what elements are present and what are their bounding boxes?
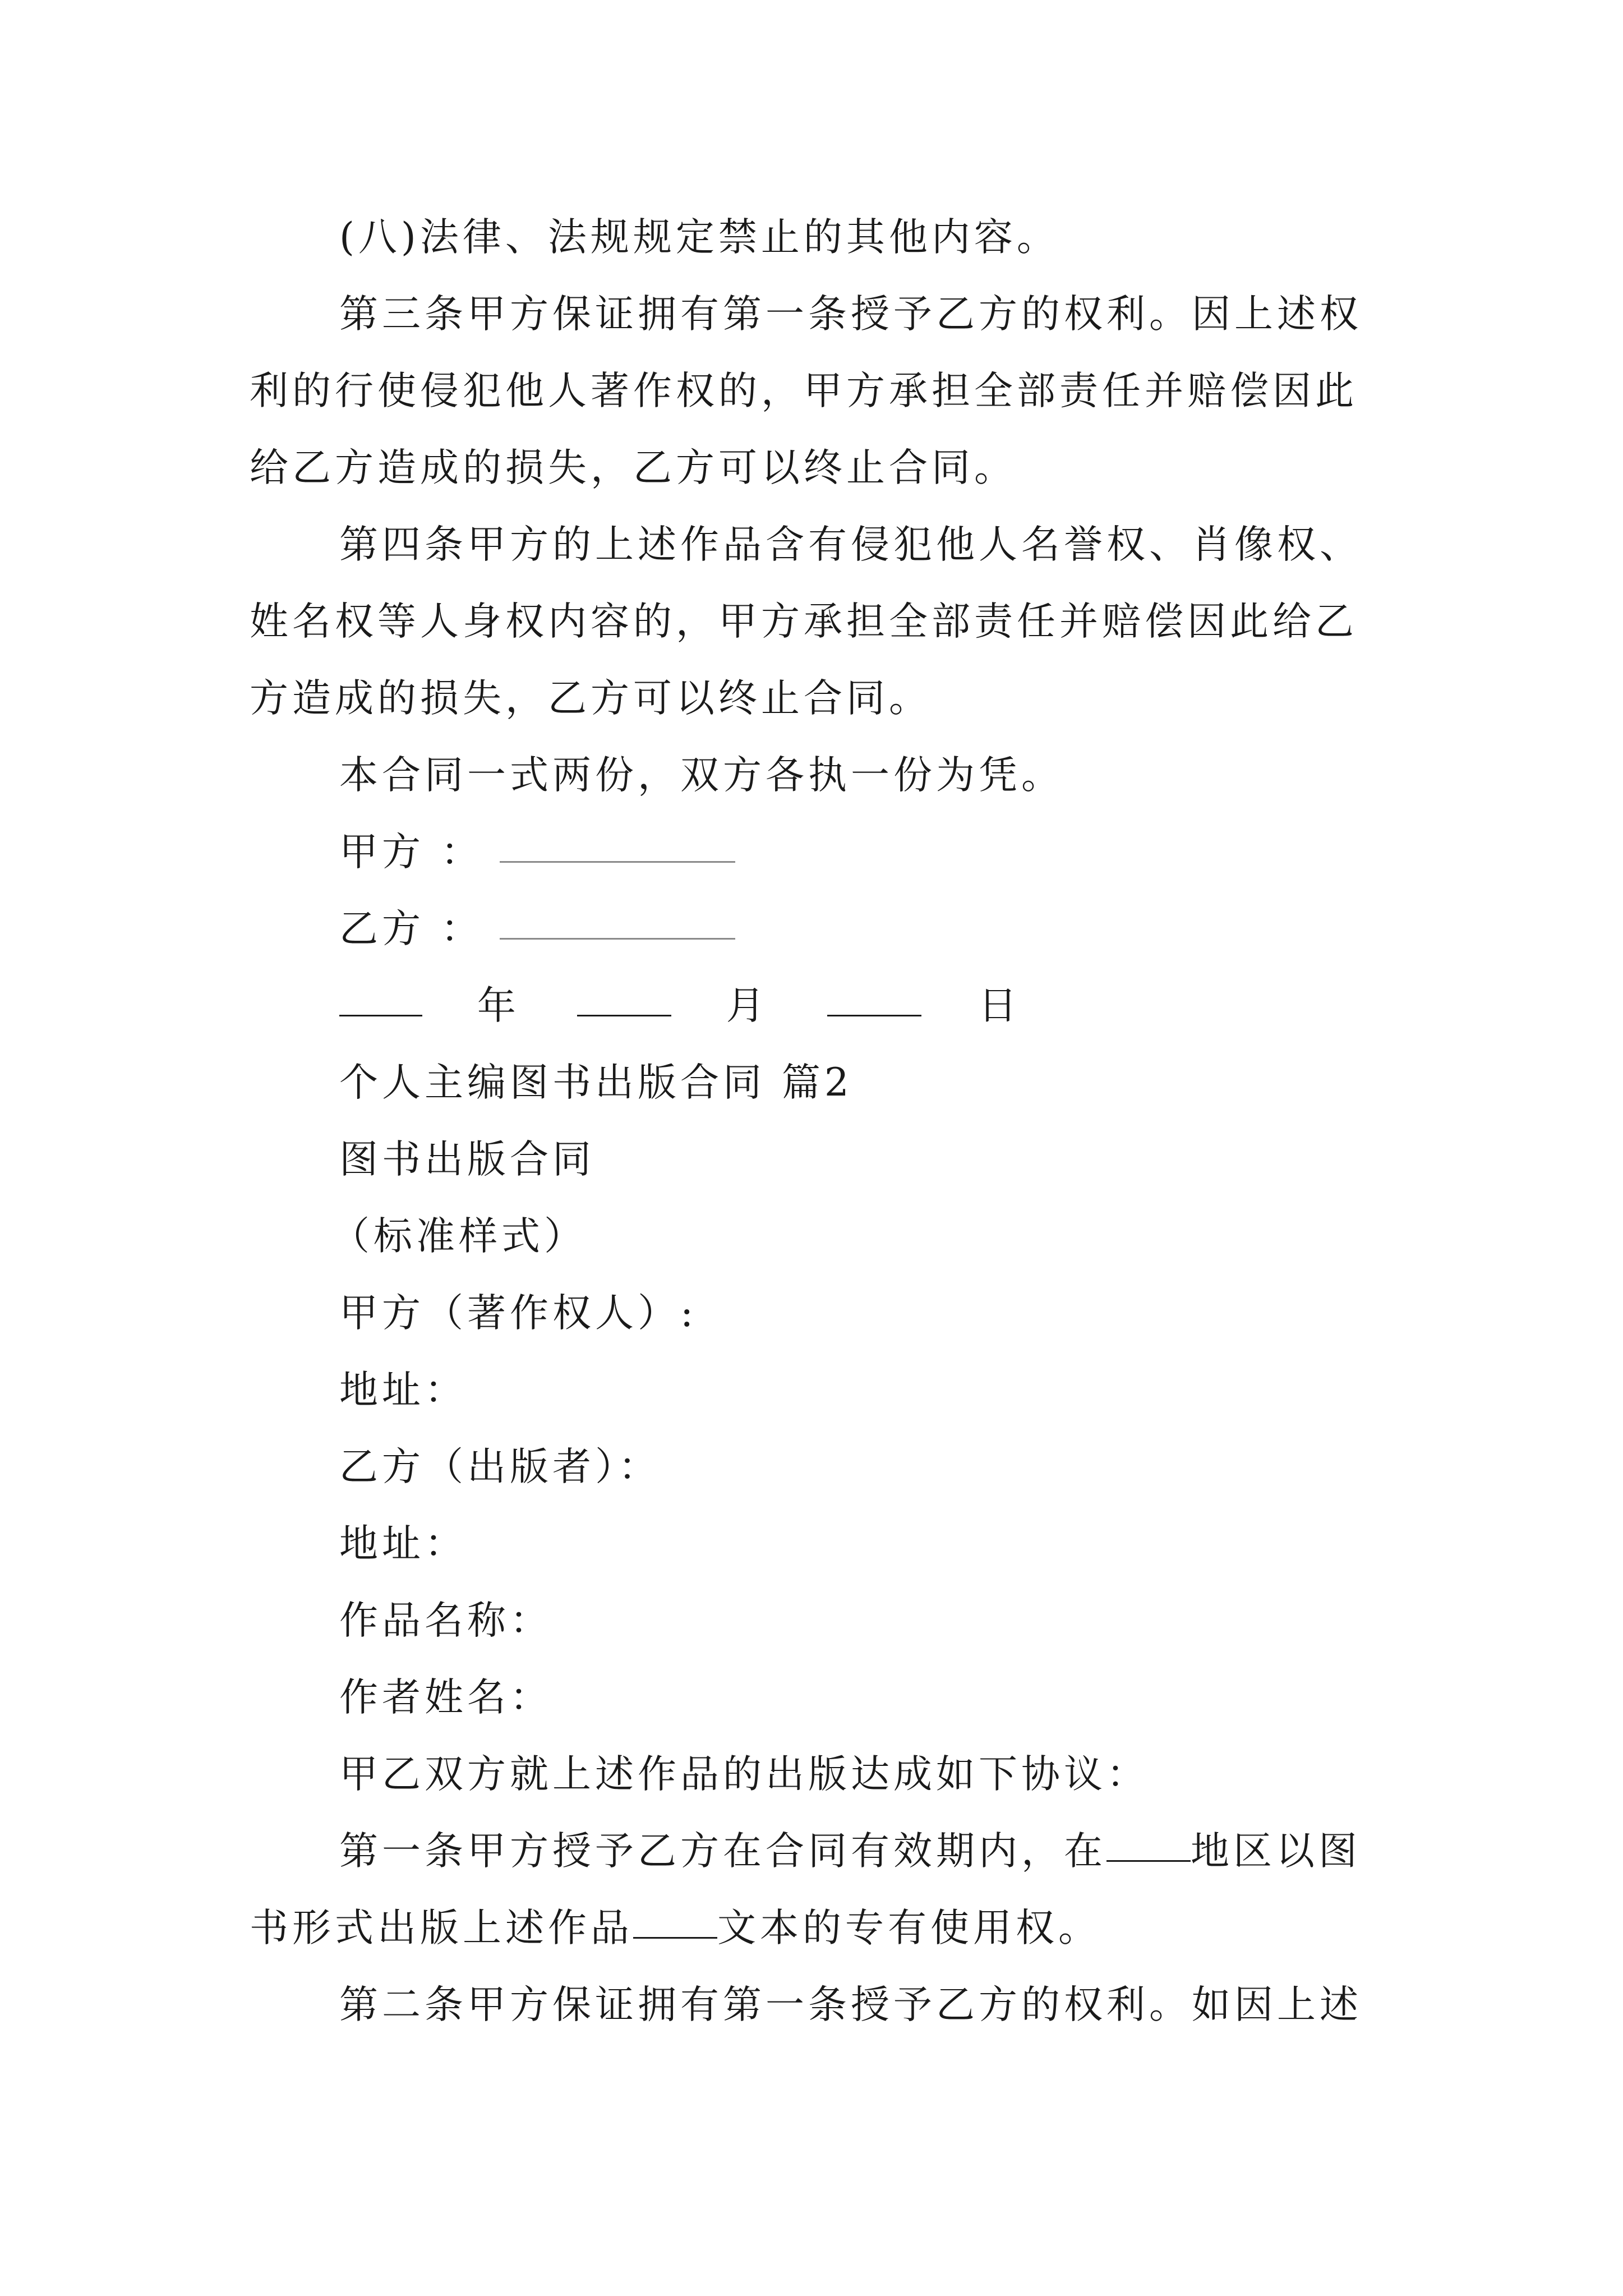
day-blank xyxy=(827,1014,921,1016)
section-2-heading: 个人主编图书出版合同 篇2 xyxy=(339,1060,853,1105)
article-4-line-2: 姓名权等人身权内容的，甲方承担全部责任并赔偿因此给乙 xyxy=(250,599,1358,644)
agreement-intro: 甲乙双方就上述作品的出版达成如下协议： xyxy=(339,1752,1149,1797)
article-4-line-3: 方造成的损失，乙方可以终止合同。 xyxy=(250,676,932,721)
text-version-blank xyxy=(633,1936,717,1939)
party-a-copyright-holder: 甲方（著作权人）: xyxy=(339,1291,698,1336)
article-3-line-2: 利的行使侵犯他人著作权的，甲方承担全部责任并赔偿因此 xyxy=(250,369,1358,413)
party-a-signature-row xyxy=(339,827,735,877)
article-1-line-2-text-a: 书形式出版上述作品 xyxy=(250,1906,633,1950)
party-a-address: 地址： xyxy=(339,1368,467,1412)
clause-8-prohibited: (八)法律、法规规定禁止的其他内容。 xyxy=(339,215,1059,260)
party-b-signature-row xyxy=(339,904,735,954)
party-b-address: 地址： xyxy=(339,1521,467,1566)
year-blank xyxy=(339,1014,422,1016)
contract-title: 图书出版合同 xyxy=(339,1137,595,1182)
month-blank xyxy=(577,1014,671,1016)
contract-subtitle: （标准样式） xyxy=(331,1214,587,1259)
party-a-signature-label: 甲方 ： xyxy=(339,830,483,875)
party-a-signature-blank xyxy=(500,861,735,863)
month-label: 月 xyxy=(726,983,769,1028)
article-2-line-1: 第二条甲方保证拥有第一条授予乙方的权利。如因上述 xyxy=(339,1982,1362,2027)
party-b-signature-label: 乙方 ： xyxy=(339,907,483,951)
article-3-line-1: 第三条甲方保证拥有第一条授予乙方的权利。因上述权 xyxy=(339,292,1362,337)
region-blank xyxy=(1106,1860,1191,1862)
party-b-publisher: 乙方（出版者）： xyxy=(339,1444,661,1489)
article-3-line-3: 给乙方造成的损失，乙方可以终止合同。 xyxy=(250,445,1017,490)
copies-clause: 本合同一式两份，双方各执一份为凭。 xyxy=(339,753,1064,798)
article-1-line-2-text-b: 文本的专有使用权。 xyxy=(717,1906,1101,1950)
year-label: 年 xyxy=(477,983,520,1028)
party-b-signature-blank xyxy=(500,937,735,940)
date-row xyxy=(339,981,1021,1031)
article-1-text-a: 第一条甲方授予乙方在合同有效期内，在 xyxy=(339,1829,1106,1874)
article-1-line-1 xyxy=(339,1826,1361,1876)
work-name-field: 作品名称： xyxy=(339,1598,552,1643)
article-4-line-1: 第四条甲方的上述作品含有侵犯他人名誉权、肖像权、 xyxy=(339,522,1362,567)
day-label: 日 xyxy=(978,983,1021,1028)
article-1-text-b: 地区以图 xyxy=(1191,1829,1361,1874)
article-1-line-2 xyxy=(250,1903,1101,1953)
author-name-field: 作者姓名： xyxy=(339,1675,552,1720)
